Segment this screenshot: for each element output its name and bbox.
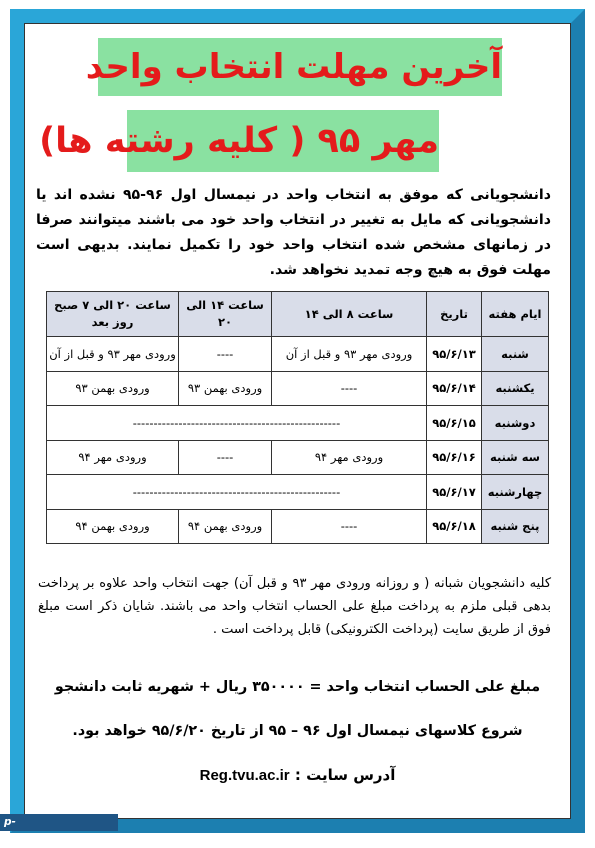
- cell-day: چهارشنبه: [482, 475, 549, 510]
- cell-date: ۹۵/۶/۱۵: [427, 406, 482, 441]
- watermark-bar: p-shahreza.tvu.ac.ir: [0, 814, 118, 831]
- cell-slot3: ورودی مهر ۹۳ و قبل از آن: [47, 337, 179, 372]
- site-label: آدرس سایت :: [294, 766, 396, 784]
- cell-date: ۹۵/۶/۱۶: [427, 440, 482, 475]
- site-url-link[interactable]: Reg.tvu.ac.ir: [199, 767, 290, 784]
- table-row: [47, 509, 549, 544]
- table-row: [47, 406, 549, 441]
- header-date: تاریخ: [427, 292, 482, 337]
- schedule-table: [46, 291, 549, 544]
- payment-note: کلیه دانشجویان شبانه ( و روزانه ورودی مهر ۹۳ و قبل آن) جهت انتخاب واحد علاوه بر پرداخت بدهی قبلی ملزم به پرداخت مبلغ علی الحساب انتخاب واحد می باشند. شایان ذکر است مبلغ فوق از طریق سایت (پرداخت الکترونیکی) قابل پرداخت است .: [38, 576, 552, 637]
- cell-date: ۹۵/۶/۱۸: [427, 509, 482, 544]
- cell-date: ۹۵/۶/۱۷: [427, 475, 482, 510]
- title-line-2: مهر ۹۵ ( کلیه رشته ها): [127, 110, 439, 172]
- cell-slot3: ورودی مهر ۹۴: [47, 440, 179, 475]
- cell-slot2: ----: [179, 440, 272, 475]
- cell-day: یکشنبه: [482, 371, 549, 406]
- fee-line: مبلغ علی الحساب انتخاب واحد = ۳۵۰۰۰۰ ریال + شهریه ثابت دانشجو: [54, 679, 541, 695]
- table-row: [47, 371, 549, 406]
- table-row: [47, 440, 549, 475]
- table-row: [47, 475, 549, 510]
- cell-day: شنبه: [482, 337, 549, 372]
- cell-merged: --------------------------------------------------: [47, 475, 427, 510]
- cell-date: ۹۵/۶/۱۳: [427, 337, 482, 372]
- header-slot2: ساعت ۱۴ الی ۲۰: [179, 292, 272, 337]
- table-row: [47, 337, 549, 372]
- header-slot1: ساعت ۸ الی ۱۴: [272, 292, 427, 337]
- header-day: ایام هفته: [482, 292, 549, 337]
- cell-slot2: ورودی بهمن ۹۳: [179, 371, 272, 406]
- cell-day: پنج شنبه: [482, 509, 549, 544]
- title-line-1: آخرین مهلت انتخاب واحد: [98, 38, 502, 96]
- cell-slot3: ورودی بهمن ۹۴: [47, 509, 179, 544]
- intro-paragraph: دانشجویانی که موفق به انتخاب واحد در نیمسال اول ۹۶-۹۵ نشده اند یا دانشجویانی که مایل به تغییر در انتخاب واحد خود می باشند میتوانند صرفا در زمانهای مشخص شده انتخاب واحد خود را تکمیل نمایند. بدیهی است مهلت فوق به هیچ وجه تمدید نخواهد شد.: [36, 187, 551, 278]
- cell-merged: --------------------------------------------------: [47, 406, 427, 441]
- cell-slot1: ورودی مهر ۹۴: [272, 440, 427, 475]
- cell-slot2: ----: [179, 337, 272, 372]
- cell-slot3: ورودی بهمن ۹۳: [47, 371, 179, 406]
- class-start-line: شروع کلاسهای نیمسال اول ۹۶ – ۹۵ از تاریخ ۹۵/۶/۲۰ خواهد بود.: [72, 723, 523, 739]
- cell-slot1: ----: [272, 371, 427, 406]
- header-slot3: ساعت ۲۰ الی ۷ صبح روز بعد: [47, 292, 179, 337]
- cell-day: سه شنبه: [482, 440, 549, 475]
- cell-slot1: ----: [272, 509, 427, 544]
- cell-slot1: ورودی مهر ۹۳ و قبل از آن: [272, 337, 427, 372]
- site-line: [30, 766, 565, 784]
- table-header-row: [47, 292, 549, 337]
- cell-slot2: ورودی بهمن ۹۴: [179, 509, 272, 544]
- cell-date: ۹۵/۶/۱۴: [427, 371, 482, 406]
- cell-day: دوشنبه: [482, 406, 549, 441]
